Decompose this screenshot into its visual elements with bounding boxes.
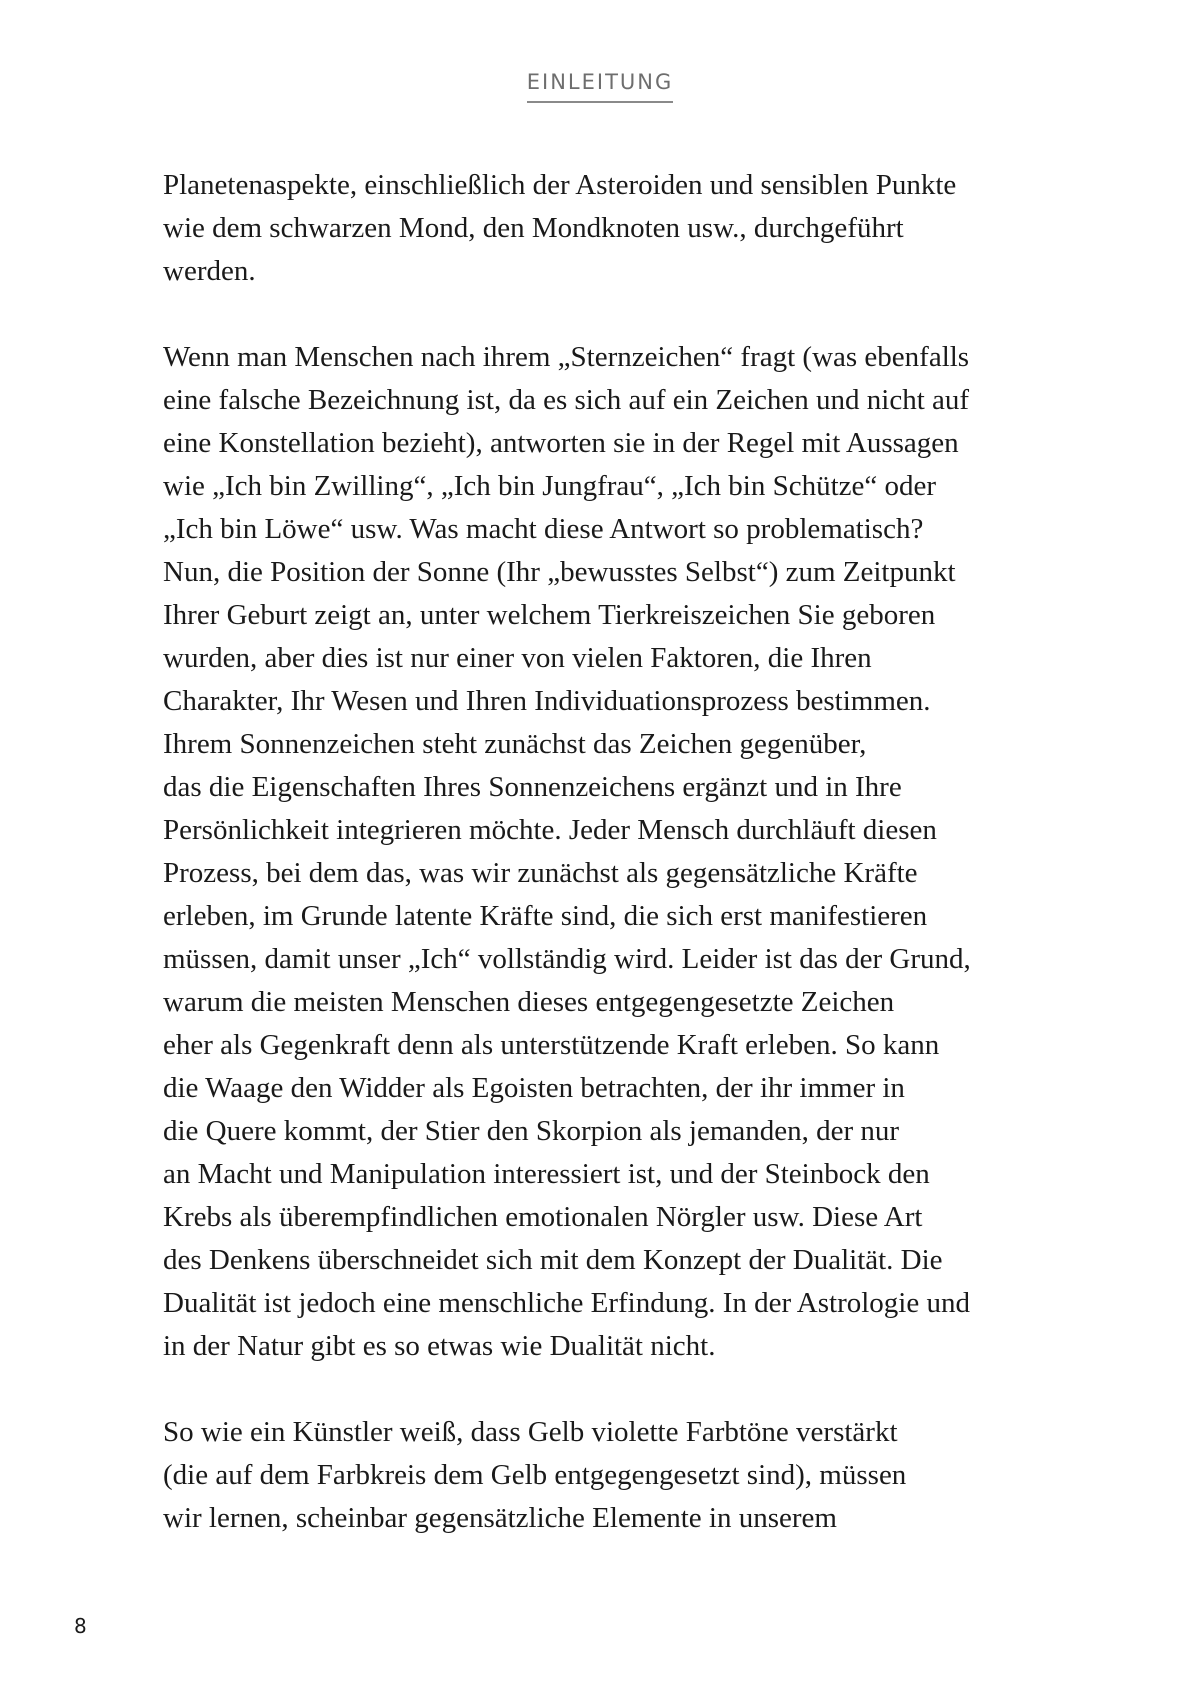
text-line: Planetenaspekte, einschließlich der Asteroiden und sensiblen Punkte <box>163 169 957 201</box>
text-line: wir lernen, scheinbar gegensätzliche Elemente in unserem <box>163 1502 837 1534</box>
text-line: eher als Gegenkraft denn als unterstützende Kraft erleben. So kann <box>163 1029 940 1061</box>
text-line: Prozess, bei dem das, was wir zunächst als gegensätzliche Kräfte <box>163 857 918 889</box>
text-line: des Denkens überschneidet sich mit dem Konzept der Dualität. Die <box>163 1244 943 1276</box>
text-line: Persönlichkeit integrieren möchte. Jeder Mensch durchläuft diesen <box>163 814 937 846</box>
text-line: warum die meisten Menschen dieses entgegengesetzte Zeichen <box>163 986 895 1018</box>
running-head-title: EINLEITUNG <box>527 70 674 103</box>
text-line: das die Eigenschaften Ihres Sonnenzeichens ergänzt und in Ihre <box>163 771 902 803</box>
paragraph <box>163 336 1063 1368</box>
paragraph <box>163 164 1063 293</box>
running-head <box>0 70 1200 103</box>
text-line: in der Natur gibt es so etwas wie Dualität nicht. <box>163 1330 716 1362</box>
text-line: wurden, aber dies ist nur einer von vielen Faktoren, die Ihren <box>163 642 872 674</box>
text-line: Dualität ist jedoch eine menschliche Erfindung. In der Astrologie und <box>163 1287 970 1319</box>
text-line: (die auf dem Farbkreis dem Gelb entgegengesetzt sind), müssen <box>163 1459 907 1491</box>
text-line: eine falsche Bezeichnung ist, da es sich auf ein Zeichen und nicht auf <box>163 384 970 416</box>
text-line: „Ich bin Löwe“ usw. Was macht diese Antwort so problematisch? <box>163 513 924 545</box>
text-line: die Waage den Widder als Egoisten betrachten, der ihr immer in <box>163 1072 905 1104</box>
text-line: Ihrem Sonnenzeichen steht zunächst das Zeichen gegenüber, <box>163 728 867 760</box>
text-line: Nun, die Position der Sonne (Ihr „bewusstes Selbst“) zum Zeitpunkt <box>163 556 956 588</box>
text-line: Charakter, Ihr Wesen und Ihren Individuationsprozess bestimmen. <box>163 685 931 717</box>
text-line: Ihrer Geburt zeigt an, unter welchem Tierkreiszeichen Sie geboren <box>163 599 936 631</box>
paragraph <box>163 1411 1063 1540</box>
body-text <box>163 164 1063 1540</box>
text-line: So wie ein Künstler weiß, dass Gelb violette Farbtöne verstärkt <box>163 1416 898 1448</box>
text-line: an Macht und Manipulation interessiert ist, und der Steinbock den <box>163 1158 930 1190</box>
text-line: die Quere kommt, der Stier den Skorpion als jemanden, der nur <box>163 1115 900 1147</box>
text-line: Wenn man Menschen nach ihrem „Sternzeichen“ fragt (was ebenfalls <box>163 341 970 373</box>
text-line: wie dem schwarzen Mond, den Mondknoten usw., durchgeführt <box>163 212 904 244</box>
text-line: Krebs als überempfindlichen emotionalen Nörgler usw. Diese Art <box>163 1201 923 1233</box>
text-line: erleben, im Grunde latente Kräfte sind, die sich erst manifestieren <box>163 900 928 932</box>
page-number: 8 <box>74 1614 87 1638</box>
text-line: müssen, damit unser „Ich“ vollständig wird. Leider ist das der Grund, <box>163 943 971 975</box>
text-line: eine Konstellation bezieht), antworten sie in der Regel mit Aussagen <box>163 427 959 459</box>
text-line: wie „Ich bin Zwilling“, „Ich bin Jungfrau“, „Ich bin Schütze“ oder <box>163 470 937 502</box>
text-line: werden. <box>163 255 256 287</box>
